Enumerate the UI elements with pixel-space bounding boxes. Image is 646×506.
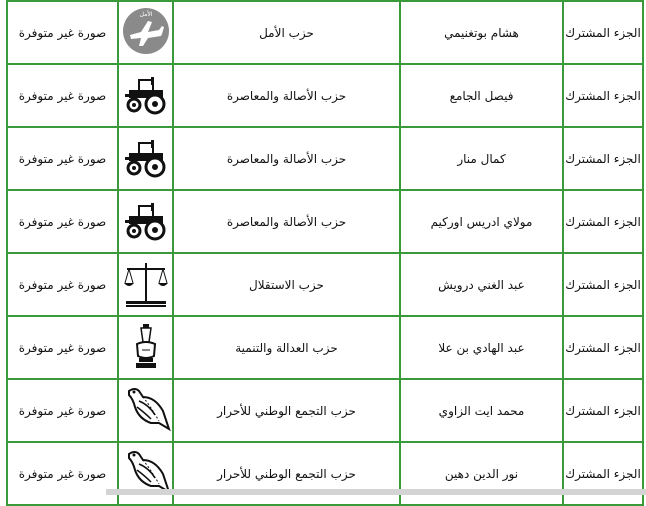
plane-icon xyxy=(121,5,171,57)
table-row xyxy=(7,127,643,190)
section-label: الجزء المشترك xyxy=(565,151,641,166)
candidate-cell xyxy=(400,316,563,379)
section-label: الجزء المشترك xyxy=(565,466,641,481)
photo-cell xyxy=(7,190,118,253)
photo-placeholder-text: صورة غير متوفرة xyxy=(18,214,107,229)
party-name: حزب الأصالة والمعاصرة xyxy=(226,151,347,166)
candidate-name: عبد الغني درويش xyxy=(438,277,525,292)
party-name: حزب الاستقلال xyxy=(249,277,324,292)
photo-cell xyxy=(7,1,118,64)
table-row xyxy=(7,1,643,64)
candidates-table xyxy=(6,0,644,506)
photo-placeholder-text: صورة غير متوفرة xyxy=(18,340,107,355)
section-cell xyxy=(563,442,643,505)
candidates-table-body xyxy=(7,1,643,505)
photo-cell xyxy=(7,64,118,127)
photo-placeholder-text: صورة غير متوفرة xyxy=(18,277,107,292)
section-cell xyxy=(563,127,643,190)
candidate-name: هشام بوتغنيمي xyxy=(444,25,519,40)
tractor-icon xyxy=(121,131,171,183)
party-cell xyxy=(173,1,400,64)
candidate-name: محمد ايت الزاوي xyxy=(438,403,525,418)
candidate-name: مولاي ادريس اوركيم xyxy=(430,214,533,229)
logo-cell xyxy=(118,127,173,190)
candidate-cell xyxy=(400,442,563,505)
scales-icon xyxy=(121,257,171,309)
dove-icon xyxy=(121,383,171,435)
candidate-cell xyxy=(400,64,563,127)
logo-cell xyxy=(118,316,173,379)
party-cell xyxy=(173,127,400,190)
logo-cell xyxy=(118,442,173,505)
candidate-cell xyxy=(400,127,563,190)
candidate-name: نور الدين دهين xyxy=(444,466,519,481)
photo-placeholder-text: صورة غير متوفرة xyxy=(18,25,107,40)
section-cell xyxy=(563,1,643,64)
photo-placeholder-text: صورة غير متوفرة xyxy=(18,466,107,481)
candidate-name: فيصل الجامع xyxy=(449,88,514,103)
photo-cell xyxy=(7,127,118,190)
table-row xyxy=(7,442,643,505)
tractor-icon xyxy=(121,68,171,120)
section-label: الجزء المشترك xyxy=(565,340,641,355)
party-cell xyxy=(173,379,400,442)
candidate-cell xyxy=(400,253,563,316)
candidate-cell xyxy=(400,190,563,253)
candidate-cell xyxy=(400,379,563,442)
party-name: حزب الأصالة والمعاصرة xyxy=(226,88,347,103)
photo-cell xyxy=(7,253,118,316)
party-name: حزب التجمع الوطني للأحرار xyxy=(217,466,356,481)
logo-cell xyxy=(118,64,173,127)
photo-cell xyxy=(7,442,118,505)
photo-cell xyxy=(7,379,118,442)
photo-placeholder-text: صورة غير متوفرة xyxy=(18,88,107,103)
party-name: حزب العدالة والتنمية xyxy=(235,340,338,355)
section-label: الجزء المشترك xyxy=(565,214,641,229)
section-label: الجزء المشترك xyxy=(565,277,641,292)
section-cell xyxy=(563,190,643,253)
candidate-name: عبد الهادي بن علا xyxy=(438,340,525,355)
table-row xyxy=(7,190,643,253)
logo-cell xyxy=(118,253,173,316)
party-name: حزب التجمع الوطني للأحرار xyxy=(217,403,356,418)
party-cell xyxy=(173,253,400,316)
section-label: الجزء المشترك xyxy=(565,403,641,418)
section-cell xyxy=(563,64,643,127)
table-row xyxy=(7,253,643,316)
lamp-icon xyxy=(121,320,171,372)
section-label: الجزء المشترك xyxy=(565,88,641,103)
party-name: حزب الأمل xyxy=(259,25,314,40)
horizontal-scrollbar[interactable] xyxy=(106,489,646,495)
photo-cell xyxy=(7,316,118,379)
tractor-icon xyxy=(121,194,171,246)
section-label: الجزء المشترك xyxy=(565,25,641,40)
candidate-name: كمال منار xyxy=(457,151,506,166)
logo-cell xyxy=(118,190,173,253)
section-cell xyxy=(563,316,643,379)
logo-cell xyxy=(118,379,173,442)
table-row xyxy=(7,316,643,379)
photo-placeholder-text: صورة غير متوفرة xyxy=(18,403,107,418)
plane-logo-text: الأمل xyxy=(139,11,152,18)
photo-placeholder-text: صورة غير متوفرة xyxy=(18,151,107,166)
party-cell xyxy=(173,64,400,127)
table-row xyxy=(7,379,643,442)
party-cell xyxy=(173,442,400,505)
section-cell xyxy=(563,253,643,316)
party-cell xyxy=(173,190,400,253)
party-name: حزب الأصالة والمعاصرة xyxy=(226,214,347,229)
table-row xyxy=(7,64,643,127)
candidate-cell xyxy=(400,1,563,64)
party-cell xyxy=(173,316,400,379)
logo-cell xyxy=(118,1,173,64)
section-cell xyxy=(563,379,643,442)
